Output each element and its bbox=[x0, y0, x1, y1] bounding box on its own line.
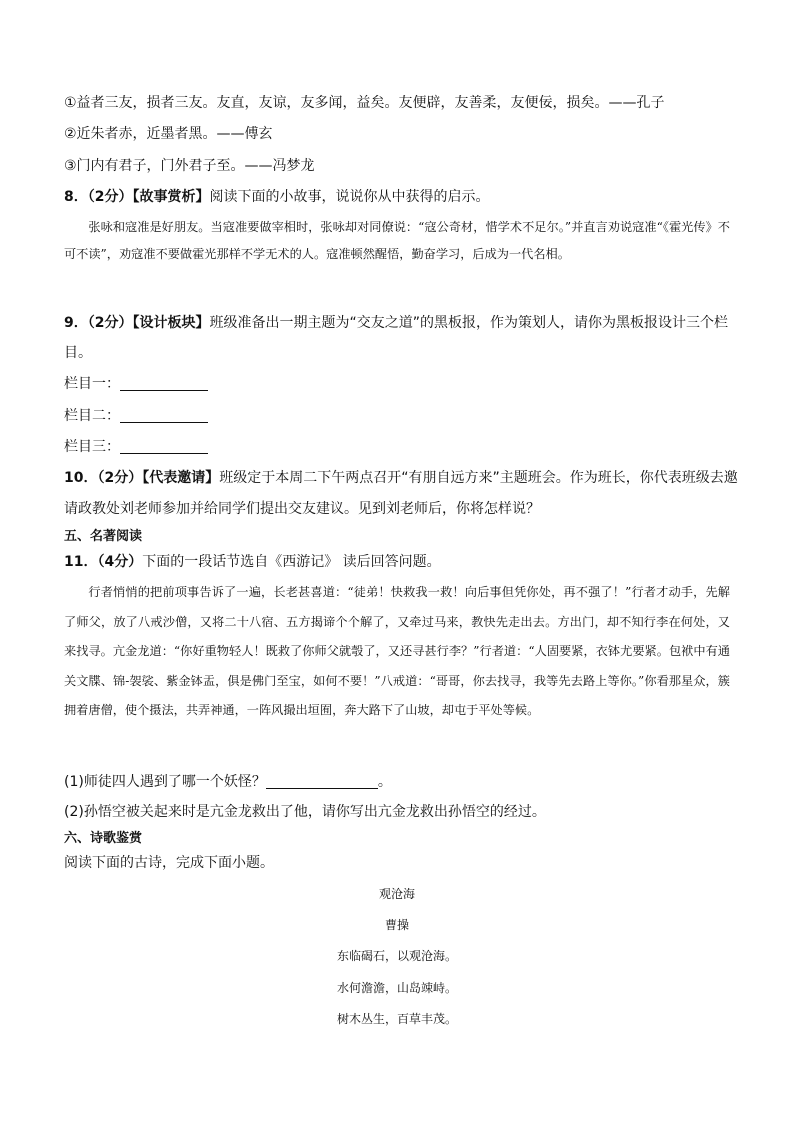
question-points: （2分） bbox=[87, 315, 133, 331]
question-text: 下面的一段话节选自《西游记》 读后回答问题。 bbox=[142, 554, 441, 570]
section-title-poetry: 六、诗歌鉴赏 bbox=[64, 831, 143, 846]
subquestion-2: (2)孙悟空被关起来时是亢金龙救出了他，请你写出亢金龙救出孙悟空的经过。 bbox=[64, 804, 546, 820]
question-points: （4分） bbox=[97, 554, 143, 570]
column-3-row bbox=[64, 437, 208, 457]
question-tag: 【设计板块】 bbox=[132, 315, 210, 331]
question-10 bbox=[64, 468, 738, 488]
subquestion-1 bbox=[64, 772, 392, 792]
question-9 bbox=[64, 313, 728, 333]
question-8 bbox=[64, 187, 490, 207]
poem-line: 东临碣石，以观沧海。 bbox=[336, 949, 457, 963]
poem-author: 曹操 bbox=[384, 918, 409, 932]
subquestion-1-text: (1)师徒四人遇到了哪一个妖怪？ bbox=[64, 774, 266, 790]
question-number: 11． bbox=[64, 554, 98, 570]
question-text: 班级准备出一期主题为“交友之道”的黑板报，作为策划人，请你为黑板报设计三个栏 bbox=[209, 315, 729, 331]
question-tag: 【代表邀请】 bbox=[142, 470, 220, 486]
question-number: 9． bbox=[64, 315, 88, 331]
story-passage bbox=[64, 214, 730, 268]
quote-feng-menglong: ③门内有君子，门外君子至。——冯梦龙 bbox=[64, 158, 315, 174]
question-points: （2分） bbox=[87, 189, 133, 205]
question-points: （2分） bbox=[97, 470, 143, 486]
question-9-cont: 目。 bbox=[64, 345, 92, 361]
question-text: 阅读下面的小故事，说说你从中获得的启示。 bbox=[209, 189, 490, 205]
question-number: 10． bbox=[64, 470, 98, 486]
section-title-classics: 五、名著阅读 bbox=[64, 529, 143, 544]
question-number: 8． bbox=[64, 189, 88, 205]
column-1-label: 栏目一： bbox=[64, 376, 120, 392]
question-text: 班级定于本周二下午两点召开“有朋自远方来”主题班会。作为班长，你代表班级去邀 bbox=[219, 470, 738, 486]
poem-title: 观沧海 bbox=[378, 887, 415, 901]
column-2-row bbox=[64, 406, 208, 426]
answer-blank[interactable] bbox=[120, 439, 208, 454]
answer-blank[interactable] bbox=[266, 774, 378, 789]
question-tag: 【故事赏析】 bbox=[132, 189, 210, 205]
question-10-cont: 请政教处刘老师参加并给同学们提出交友建议。见到刘老师后，你将怎样说？ bbox=[64, 501, 540, 517]
answer-blank[interactable] bbox=[120, 376, 208, 391]
column-3-label: 栏目三： bbox=[64, 439, 120, 455]
quote-confucius: ①益者三友，损者三友。友直，友谅，友多闻，益矣。友便辟，友善柔，友便佞，损矣。——孔子 bbox=[64, 95, 665, 111]
poem-line: 水何澹澹，山岛竦峙。 bbox=[336, 981, 457, 995]
question-11 bbox=[64, 552, 441, 572]
quote-fu-xuan: ②近朱者赤，近墨者黑。——傅玄 bbox=[64, 126, 273, 142]
answer-blank[interactable] bbox=[120, 408, 208, 423]
novel-excerpt bbox=[64, 578, 730, 726]
poem-instruction: 阅读下面的古诗，完成下面小题。 bbox=[64, 855, 274, 871]
column-1-row bbox=[64, 374, 208, 394]
excerpt-text: 行者悄悄的把前项事告诉了一遍，长老甚喜道：“徒弟！快救我一救！向后事但凭你处，再不强了！”行者才动手，先解了师父，放了八戒沙僧，又将二十八宿、五方揭谛个个解了，又牵过马来，教快先走出去。方出门，却不知行李在何处，又来找寻。亢金龙道：“你好重物轻人！既救了你师父就彀了，又还寻甚行李？”行者道：“人固要紧，衣钵尤要紧。包袱中有通关文牒、锦-袈裟、紫金钵盂，俱是佛门至宝，如何不要！”八戒道：“哥哥，你去找寻，我等先去路上等你。”你看那星众，簇拥着唐僧，使个摄法，共弄神通，一阵风撮出垣囿，奔大路下了山坡，却屯于平处等候。 bbox=[64, 585, 730, 717]
story-text: 张咏和寇准是好朋友。当寇准要做宰相时，张咏却对同僚说：“寇公奇材，惜学术不足尔。”并直言劝说寇准“《霍光传》不可不读”，劝寇准不要做霍光那样不学无术的人。寇准顿然醒悟，勤奋学习，后成为一代名相。 bbox=[64, 220, 730, 261]
subquestion-1-end: 。 bbox=[377, 774, 392, 790]
column-2-label: 栏目二： bbox=[64, 408, 120, 424]
poem-line: 树木丛生，百草丰茂。 bbox=[336, 1012, 457, 1026]
